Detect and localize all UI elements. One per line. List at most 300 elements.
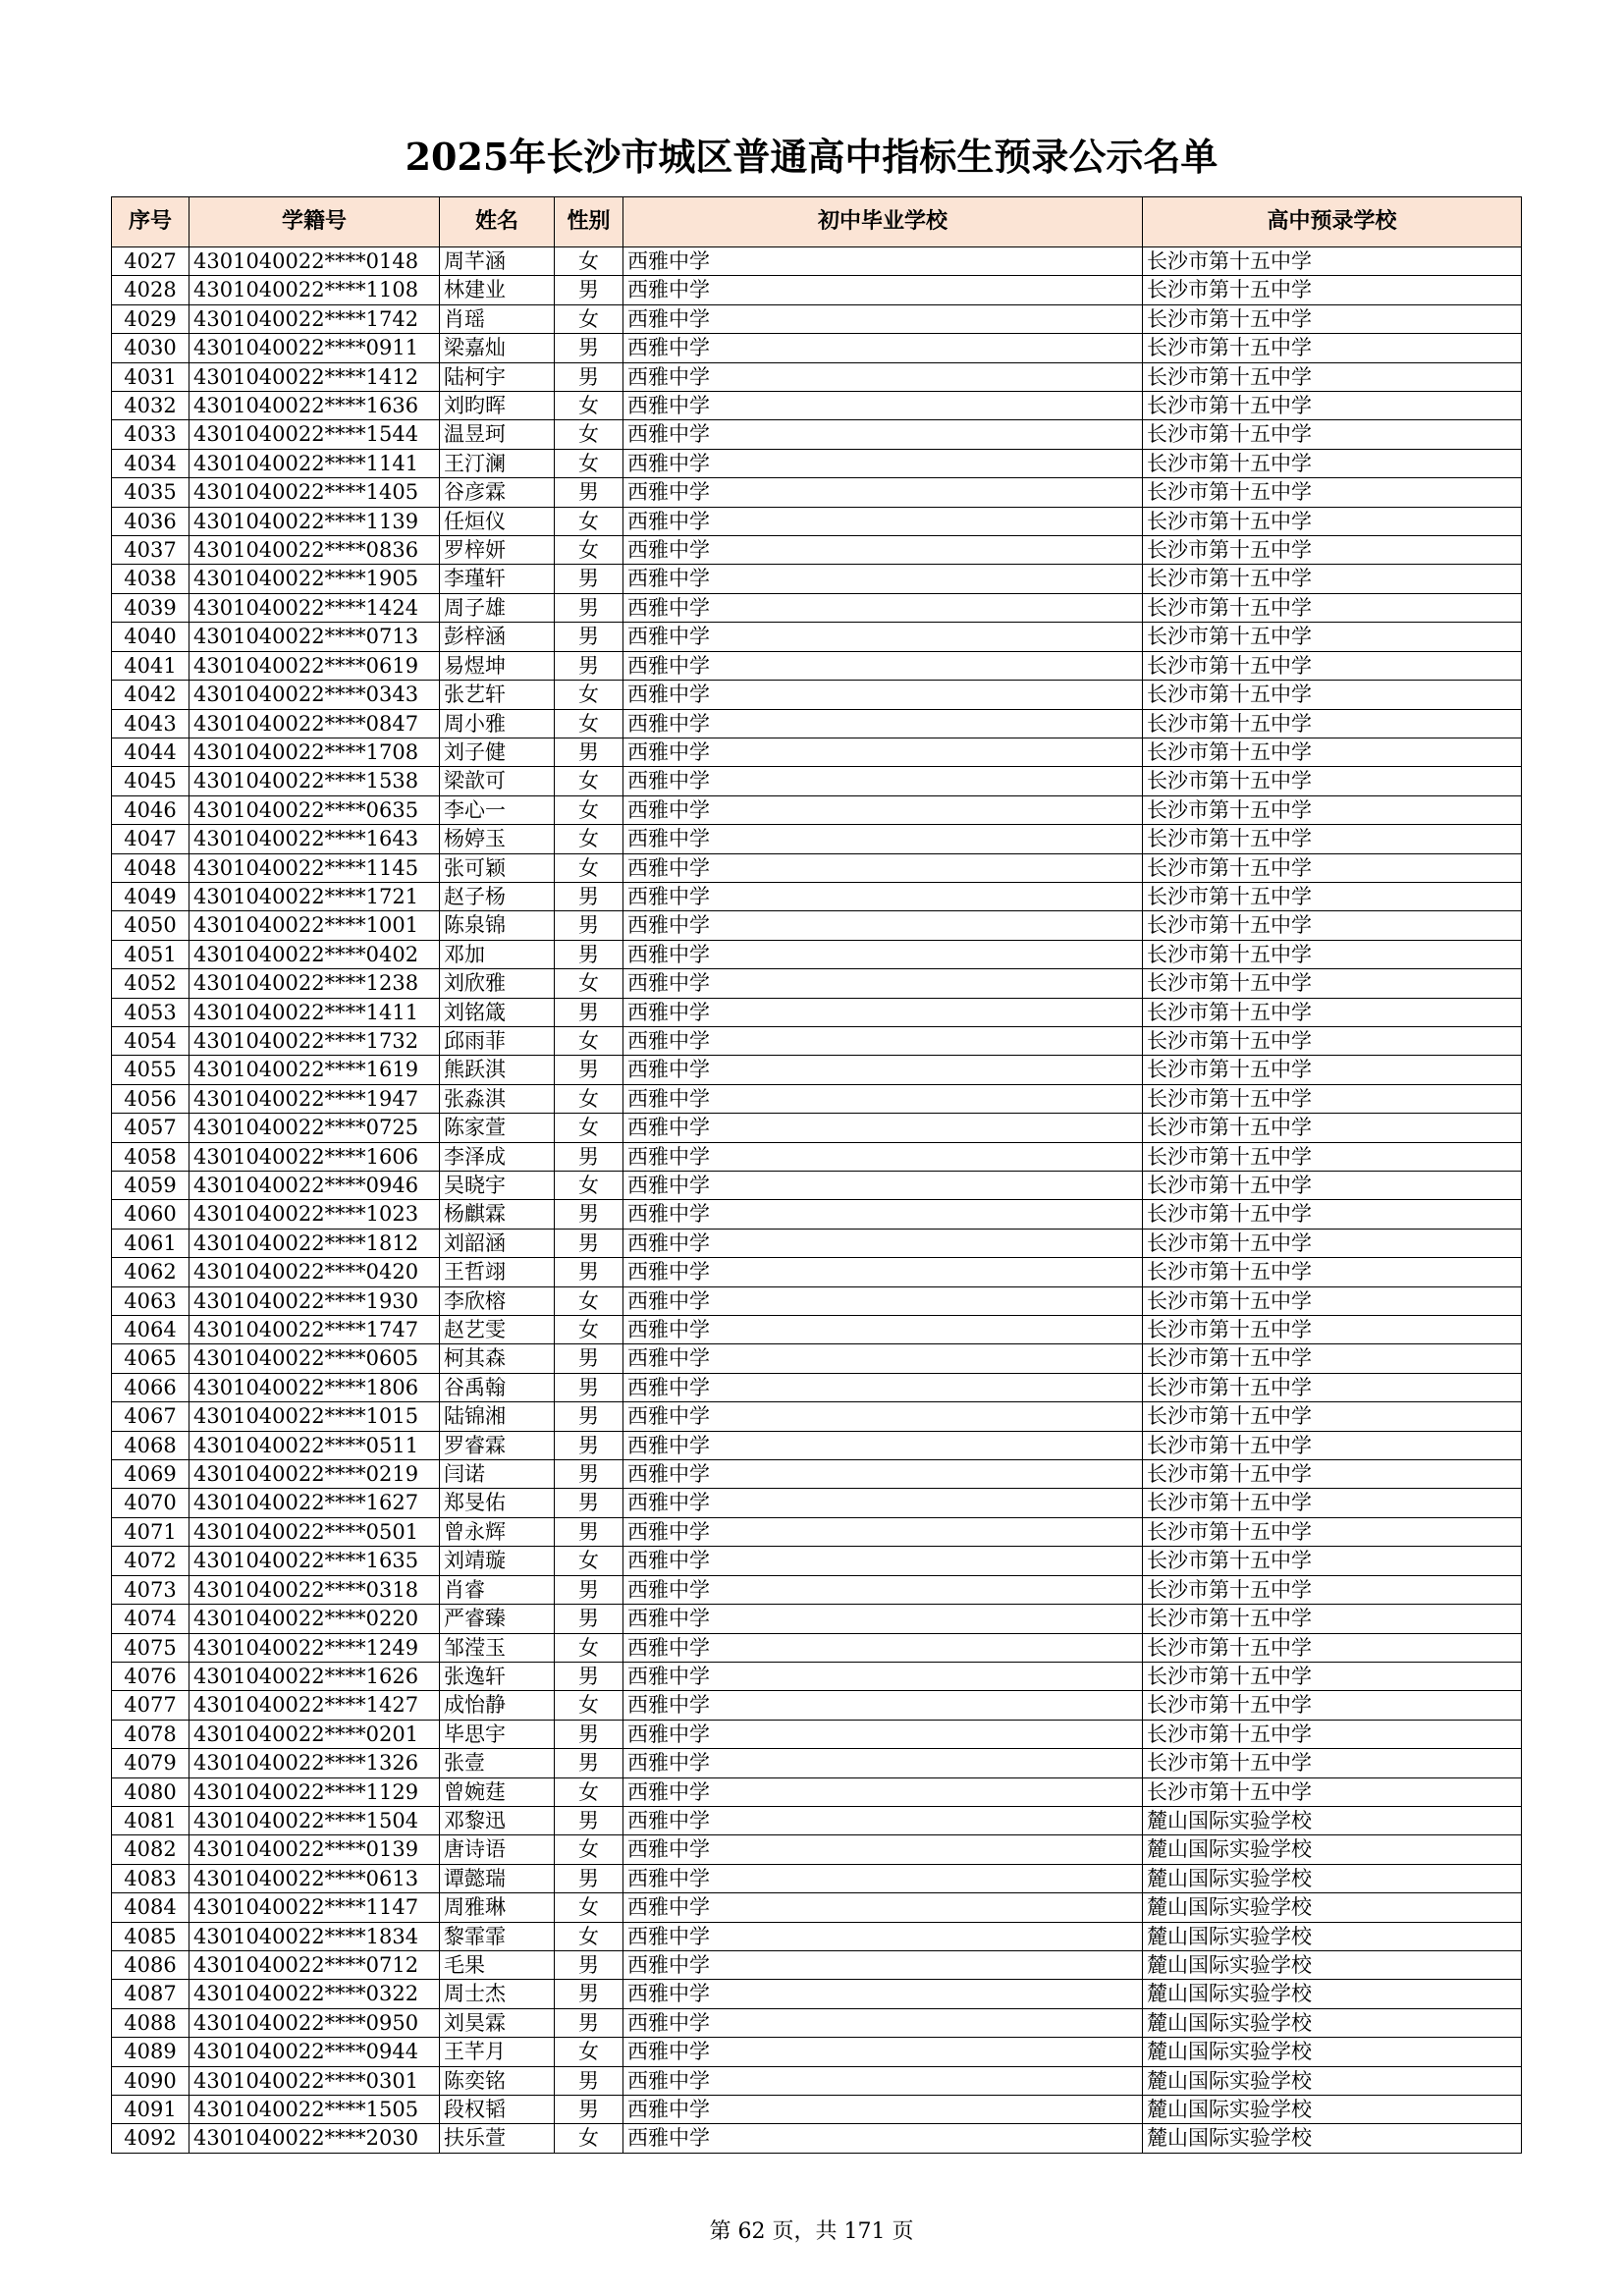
cell-student-id: 4301040022****1626 [189,1662,440,1690]
table-row [112,1200,1522,1229]
cell-student-id: 4301040022****0712 [189,1950,440,1979]
cell-student-id: 4301040022****1238 [189,969,440,998]
cell-sex: 女 [555,969,623,998]
cell-name: 王芊月 [440,2038,555,2066]
table-row [112,998,1522,1026]
cell-junior-school: 西雅中学 [623,2124,1143,2153]
cell-sex: 女 [555,1893,623,1922]
table-row [112,623,1522,651]
cell-student-id: 4301040022****1538 [189,767,440,795]
cell-junior-school: 西雅中学 [623,623,1143,651]
table-row [112,795,1522,824]
cell-student-id: 4301040022****0201 [189,1720,440,1748]
cell-seq: 4030 [112,334,189,362]
cell-senior-school: 麓山国际实验学校 [1143,2066,1522,2095]
cell-student-id: 4301040022****1141 [189,449,440,477]
cell-student-id: 4301040022****0301 [189,2066,440,2095]
cell-sex: 男 [555,1980,623,2008]
cell-junior-school: 西雅中学 [623,1344,1143,1373]
cell-student-id: 4301040022****2030 [189,2124,440,2153]
table-row [112,2038,1522,2066]
cell-name: 陆锦湘 [440,1402,555,1431]
cell-seq: 4091 [112,2096,189,2124]
cell-student-id: 4301040022****1635 [189,1547,440,1575]
header-sex: 性别 [555,197,623,247]
cell-senior-school: 长沙市第十五中学 [1143,767,1522,795]
cell-name: 刘铭箴 [440,998,555,1026]
cell-student-id: 4301040022****1732 [189,1026,440,1055]
cell-sex: 女 [555,681,623,709]
cell-seq: 4082 [112,1835,189,1864]
table-row [112,1835,1522,1864]
cell-junior-school: 西雅中学 [623,1142,1143,1171]
cell-senior-school: 长沙市第十五中学 [1143,334,1522,362]
table-row [112,651,1522,680]
cell-name: 邱雨菲 [440,1026,555,1055]
cell-junior-school: 西雅中学 [623,681,1143,709]
cell-sex: 男 [555,2008,623,2037]
cell-student-id: 4301040022****0511 [189,1431,440,1459]
cell-name: 曾婉莛 [440,1777,555,1806]
cell-sex: 男 [555,1431,623,1459]
cell-senior-school: 长沙市第十五中学 [1143,1720,1522,1748]
cell-junior-school: 西雅中学 [623,1950,1143,1979]
cell-seq: 4070 [112,1489,189,1517]
table-row [112,882,1522,910]
cell-student-id: 4301040022****1129 [189,1777,440,1806]
table-row [112,1777,1522,1806]
cell-junior-school: 西雅中学 [623,1806,1143,1834]
cell-senior-school: 麓山国际实验学校 [1143,2124,1522,2153]
table-row [112,1489,1522,1517]
cell-junior-school: 西雅中学 [623,1547,1143,1575]
header-student-id: 学籍号 [189,197,440,247]
cell-name: 温昱珂 [440,420,555,449]
cell-senior-school: 长沙市第十五中学 [1143,940,1522,968]
cell-seq: 4048 [112,853,189,882]
table-row [112,1142,1522,1171]
table-row [112,1922,1522,1950]
cell-senior-school: 长沙市第十五中学 [1143,478,1522,507]
cell-seq: 4038 [112,565,189,593]
cell-seq: 4067 [112,1402,189,1431]
cell-student-id: 4301040022****1427 [189,1691,440,1720]
cell-seq: 4031 [112,362,189,391]
cell-seq: 4046 [112,795,189,824]
cell-junior-school: 西雅中学 [623,1720,1143,1748]
cell-junior-school: 西雅中学 [623,969,1143,998]
cell-name: 周芊涵 [440,247,555,276]
cell-senior-school: 麓山国际实验学校 [1143,1922,1522,1950]
cell-seq: 4051 [112,940,189,968]
cell-seq: 4045 [112,767,189,795]
cell-junior-school: 西雅中学 [623,651,1143,680]
cell-name: 段权韬 [440,2096,555,2124]
cell-sex: 女 [555,2124,623,2153]
cell-student-id: 4301040022****1424 [189,593,440,622]
cell-seq: 4060 [112,1200,189,1229]
cell-seq: 4027 [112,247,189,276]
cell-student-id: 4301040022****1405 [189,478,440,507]
table-row [112,334,1522,362]
table-row [112,767,1522,795]
table-row [112,2124,1522,2153]
table-row [112,1980,1522,2008]
cell-student-id: 4301040022****1708 [189,738,440,766]
cell-seq: 4065 [112,1344,189,1373]
cell-senior-school: 长沙市第十五中学 [1143,651,1522,680]
cell-senior-school: 长沙市第十五中学 [1143,1633,1522,1662]
table-row [112,1402,1522,1431]
header-senior-school: 高中预录学校 [1143,197,1522,247]
cell-student-id: 4301040022****0619 [189,651,440,680]
table-row [112,1633,1522,1662]
cell-junior-school: 西雅中学 [623,2066,1143,2095]
cell-name: 王汀澜 [440,449,555,477]
cell-sex: 男 [555,1605,623,1633]
cell-senior-school: 麓山国际实验学校 [1143,1950,1522,1979]
cell-seq: 4064 [112,1316,189,1344]
cell-senior-school: 长沙市第十五中学 [1143,825,1522,853]
cell-sex: 男 [555,1402,623,1431]
cell-sex: 男 [555,2096,623,2124]
cell-senior-school: 长沙市第十五中学 [1143,853,1522,882]
cell-sex: 男 [555,1056,623,1084]
cell-name: 王哲翊 [440,1258,555,1286]
cell-seq: 4047 [112,825,189,853]
cell-junior-school: 西雅中学 [623,1662,1143,1690]
cell-sex: 男 [555,651,623,680]
cell-sex: 男 [555,334,623,362]
table-row [112,940,1522,968]
cell-junior-school: 西雅中学 [623,304,1143,333]
cell-sex: 女 [555,1835,623,1864]
table-row [112,1114,1522,1142]
cell-senior-school: 长沙市第十五中学 [1143,1286,1522,1315]
cell-name: 谭懿瑞 [440,1864,555,1892]
cell-seq: 4068 [112,1431,189,1459]
cell-senior-school: 麓山国际实验学校 [1143,1864,1522,1892]
cell-sex: 男 [555,1720,623,1748]
cell-student-id: 4301040022****0613 [189,1864,440,1892]
cell-seq: 4063 [112,1286,189,1315]
cell-student-id: 4301040022****1905 [189,565,440,593]
cell-junior-school: 西雅中学 [623,825,1143,853]
cell-student-id: 4301040022****0847 [189,709,440,738]
cell-sex: 男 [555,1950,623,1979]
cell-junior-school: 西雅中学 [623,247,1143,276]
cell-junior-school: 西雅中学 [623,1114,1143,1142]
cell-name: 赵艺雯 [440,1316,555,1344]
cell-sex: 女 [555,536,623,565]
cell-junior-school: 西雅中学 [623,1316,1143,1344]
table-row [112,1691,1522,1720]
cell-seq: 4044 [112,738,189,766]
cell-student-id: 4301040022****1619 [189,1056,440,1084]
cell-sex: 女 [555,1633,623,1662]
cell-senior-school: 长沙市第十五中学 [1143,1316,1522,1344]
cell-senior-school: 麓山国际实验学校 [1143,2096,1522,2124]
cell-sex: 女 [555,1172,623,1200]
cell-name: 梁嘉灿 [440,334,555,362]
cell-name: 唐诗语 [440,1835,555,1864]
cell-name: 刘靖璇 [440,1547,555,1575]
cell-sex: 女 [555,507,623,535]
cell-student-id: 4301040022****0713 [189,623,440,651]
cell-senior-school: 长沙市第十五中学 [1143,1547,1522,1575]
cell-name: 毕思宇 [440,1720,555,1748]
cell-sex: 男 [555,1258,623,1286]
cell-sex: 女 [555,1286,623,1315]
table-row [112,449,1522,477]
cell-name: 林建业 [440,276,555,304]
page-title: 2025年长沙市城区普通高中指标生预录公示名单 [405,135,1218,179]
cell-senior-school: 长沙市第十五中学 [1143,449,1522,477]
cell-name: 梁歆可 [440,767,555,795]
cell-sex: 男 [555,911,623,940]
cell-senior-school: 长沙市第十五中学 [1143,1373,1522,1401]
table-row [112,1084,1522,1113]
cell-sex: 女 [555,1316,623,1344]
cell-name: 罗睿霖 [440,1431,555,1459]
cell-seq: 4034 [112,449,189,477]
cell-junior-school: 西雅中学 [623,1229,1143,1257]
cell-sex: 女 [555,304,623,333]
cell-junior-school: 西雅中学 [623,420,1143,449]
cell-student-id: 4301040022****0635 [189,795,440,824]
cell-senior-school: 长沙市第十五中学 [1143,1749,1522,1777]
cell-junior-school: 西雅中学 [623,2038,1143,2066]
cell-student-id: 4301040022****1412 [189,362,440,391]
cell-name: 张可颖 [440,853,555,882]
cell-junior-school: 西雅中学 [623,1922,1143,1950]
cell-name: 李瑾轩 [440,565,555,593]
page-footer: 第 62 页，共 171 页 [709,2219,914,2244]
cell-seq: 4074 [112,1605,189,1633]
cell-sex: 男 [555,2066,623,2095]
cell-senior-school: 长沙市第十五中学 [1143,623,1522,651]
cell-student-id: 4301040022****0402 [189,940,440,968]
cell-sex: 男 [555,1142,623,1171]
cell-sex: 男 [555,478,623,507]
cell-sex: 女 [555,247,623,276]
table-row [112,1517,1522,1546]
table-row [112,1950,1522,1979]
cell-senior-school: 长沙市第十五中学 [1143,1575,1522,1604]
cell-student-id: 4301040022****0322 [189,1980,440,2008]
cell-seq: 4069 [112,1460,189,1489]
cell-seq: 4078 [112,1720,189,1748]
cell-name: 成怡静 [440,1691,555,1720]
header-seq: 序号 [112,197,189,247]
cell-junior-school: 西雅中学 [623,1431,1143,1459]
table-row [112,911,1522,940]
cell-name: 赵子杨 [440,882,555,910]
cell-sex: 女 [555,2038,623,2066]
cell-senior-school: 长沙市第十五中学 [1143,304,1522,333]
cell-student-id: 4301040022****1249 [189,1633,440,1662]
cell-senior-school: 长沙市第十五中学 [1143,1777,1522,1806]
cell-junior-school: 西雅中学 [623,1460,1143,1489]
cell-name: 张淼淇 [440,1084,555,1113]
table-row [112,593,1522,622]
table-row [112,1749,1522,1777]
cell-name: 易煜坤 [440,651,555,680]
cell-student-id: 4301040022****1636 [189,392,440,420]
cell-student-id: 4301040022****1108 [189,276,440,304]
cell-student-id: 4301040022****1834 [189,1922,440,1950]
cell-junior-school: 西雅中学 [623,1402,1143,1431]
cell-student-id: 4301040022****1947 [189,1084,440,1113]
cell-seq: 4043 [112,709,189,738]
cell-senior-school: 长沙市第十五中学 [1143,1084,1522,1113]
cell-name: 张逸轩 [440,1662,555,1690]
cell-junior-school: 西雅中学 [623,882,1143,910]
cell-junior-school: 西雅中学 [623,1026,1143,1055]
table-row [112,565,1522,593]
table-row [112,2096,1522,2124]
cell-junior-school: 西雅中学 [623,709,1143,738]
cell-junior-school: 西雅中学 [623,565,1143,593]
table-row [112,2066,1522,2095]
cell-sex: 男 [555,362,623,391]
cell-senior-school: 长沙市第十五中学 [1143,276,1522,304]
cell-senior-school: 长沙市第十五中学 [1143,1142,1522,1171]
cell-seq: 4071 [112,1517,189,1546]
cell-seq: 4035 [112,478,189,507]
cell-sex: 男 [555,1749,623,1777]
cell-junior-school: 西雅中学 [623,1980,1143,2008]
table-row [112,1720,1522,1748]
cell-student-id: 4301040022****1023 [189,1200,440,1229]
cell-student-id: 4301040022****0725 [189,1114,440,1142]
cell-name: 毛果 [440,1950,555,1979]
cell-student-id: 4301040022****0836 [189,536,440,565]
cell-sex: 女 [555,1114,623,1142]
cell-junior-school: 西雅中学 [623,1056,1143,1084]
table-row [112,304,1522,333]
cell-senior-school: 长沙市第十五中学 [1143,420,1522,449]
cell-student-id: 4301040022****1643 [189,825,440,853]
table-row [112,507,1522,535]
cell-seq: 4088 [112,2008,189,2037]
table-row [112,362,1522,391]
cell-junior-school: 西雅中学 [623,738,1143,766]
cell-student-id: 4301040022****0946 [189,1172,440,1200]
cell-junior-school: 西雅中学 [623,1517,1143,1546]
cell-name: 李欣榕 [440,1286,555,1315]
cell-student-id: 4301040022****1930 [189,1286,440,1315]
cell-senior-school: 长沙市第十五中学 [1143,1200,1522,1229]
cell-seq: 4029 [112,304,189,333]
cell-student-id: 4301040022****1721 [189,882,440,910]
cell-senior-school: 长沙市第十五中学 [1143,593,1522,622]
cell-senior-school: 长沙市第十五中学 [1143,1662,1522,1690]
cell-sex: 女 [555,1547,623,1575]
cell-seq: 4059 [112,1172,189,1200]
cell-seq: 4076 [112,1662,189,1690]
cell-junior-school: 西雅中学 [623,1286,1143,1315]
cell-senior-school: 长沙市第十五中学 [1143,362,1522,391]
cell-name: 肖睿 [440,1575,555,1604]
cell-student-id: 4301040022****1147 [189,1893,440,1922]
cell-senior-school: 长沙市第十五中学 [1143,1344,1522,1373]
cell-senior-school: 长沙市第十五中学 [1143,998,1522,1026]
cell-name: 杨麒霖 [440,1200,555,1229]
cell-name: 周小雅 [440,709,555,738]
cell-sex: 男 [555,1373,623,1401]
cell-seq: 4033 [112,420,189,449]
cell-sex: 女 [555,1922,623,1950]
cell-seq: 4050 [112,911,189,940]
cell-junior-school: 西雅中学 [623,940,1143,968]
cell-name: 陈奕铭 [440,2066,555,2095]
cell-junior-school: 西雅中学 [623,1489,1143,1517]
cell-student-id: 4301040022****1606 [189,1142,440,1171]
cell-seq: 4084 [112,1893,189,1922]
cell-seq: 4055 [112,1056,189,1084]
cell-name: 张艺轩 [440,681,555,709]
cell-sex: 男 [555,1489,623,1517]
cell-name: 闫诺 [440,1460,555,1489]
cell-sex: 男 [555,882,623,910]
cell-name: 彭梓涵 [440,623,555,651]
cell-sex: 男 [555,1460,623,1489]
cell-sex: 男 [555,565,623,593]
cell-name: 周雅琳 [440,1893,555,1922]
cell-seq: 4073 [112,1575,189,1604]
cell-seq: 4053 [112,998,189,1026]
cell-student-id: 4301040022****0220 [189,1605,440,1633]
cell-senior-school: 长沙市第十五中学 [1143,507,1522,535]
table-row [112,1431,1522,1459]
cell-student-id: 4301040022****1145 [189,853,440,882]
cell-junior-school: 西雅中学 [623,1749,1143,1777]
cell-sex: 女 [555,825,623,853]
cell-seq: 4040 [112,623,189,651]
table-row [112,825,1522,853]
cell-sex: 女 [555,1691,623,1720]
cell-senior-school: 麓山国际实验学校 [1143,1893,1522,1922]
table-row [112,1460,1522,1489]
table-row [112,1316,1522,1344]
cell-senior-school: 长沙市第十五中学 [1143,1056,1522,1084]
cell-seq: 4028 [112,276,189,304]
cell-name: 谷彦霖 [440,478,555,507]
cell-senior-school: 长沙市第十五中学 [1143,1026,1522,1055]
cell-seq: 4079 [112,1749,189,1777]
cell-seq: 4056 [112,1084,189,1113]
cell-senior-school: 长沙市第十五中学 [1143,681,1522,709]
table-row [112,1344,1522,1373]
table-row [112,709,1522,738]
cell-seq: 4072 [112,1547,189,1575]
cell-student-id: 4301040022****1812 [189,1229,440,1257]
cell-senior-school: 长沙市第十五中学 [1143,565,1522,593]
cell-junior-school: 西雅中学 [623,2008,1143,2037]
cell-junior-school: 西雅中学 [623,911,1143,940]
table-row [112,392,1522,420]
cell-senior-school: 麓山国际实验学校 [1143,1806,1522,1834]
cell-senior-school: 长沙市第十五中学 [1143,1172,1522,1200]
cell-senior-school: 长沙市第十五中学 [1143,1114,1522,1142]
cell-sex: 女 [555,1777,623,1806]
cell-student-id: 4301040022****1742 [189,304,440,333]
cell-name: 李泽成 [440,1142,555,1171]
cell-name: 邹滢玉 [440,1633,555,1662]
cell-name: 吴晓宇 [440,1172,555,1200]
cell-senior-school: 长沙市第十五中学 [1143,1517,1522,1546]
